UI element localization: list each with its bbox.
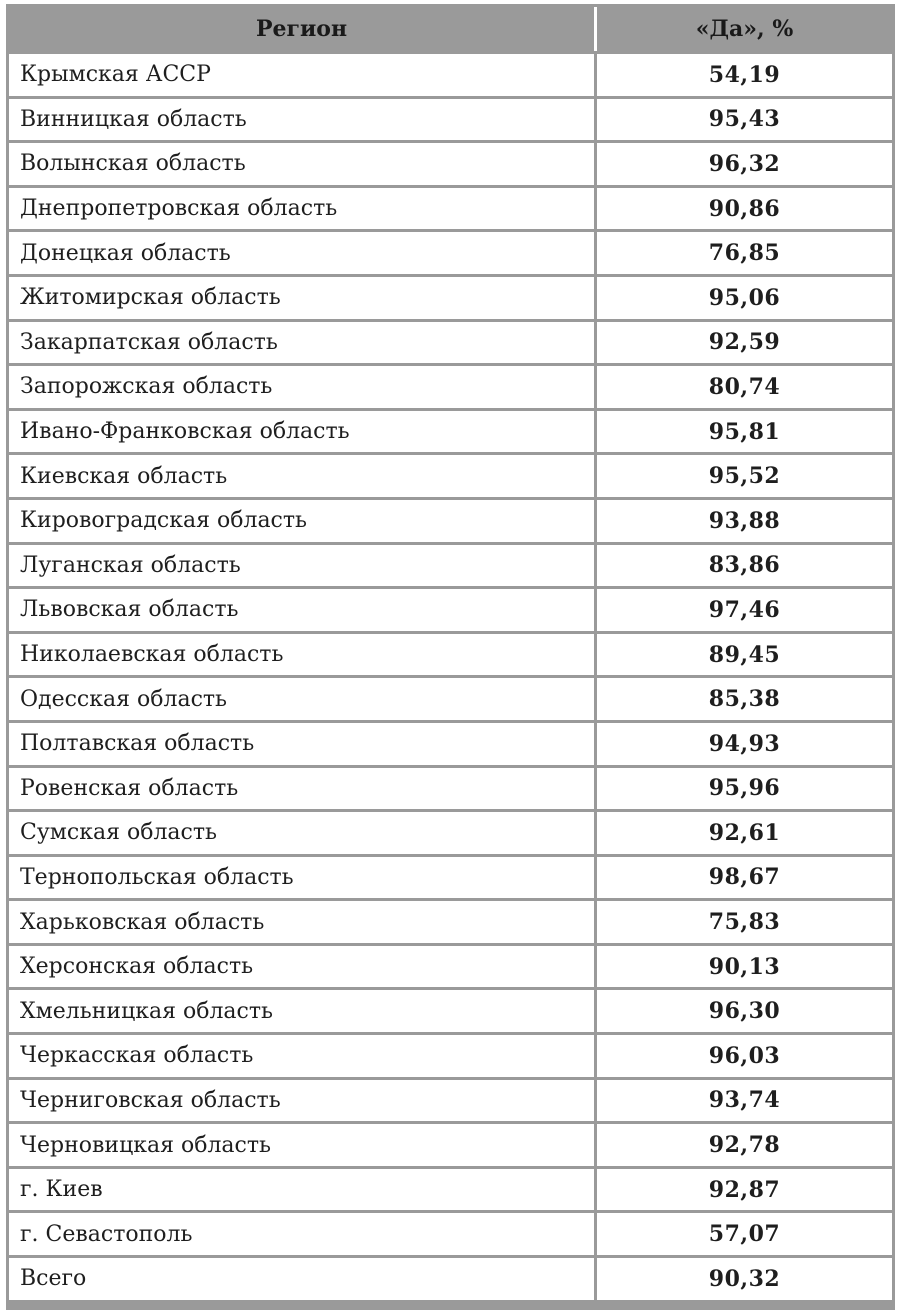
region-cell: Николаевская область xyxy=(9,634,594,676)
percent-cell: 93,88 xyxy=(597,500,892,542)
table-row xyxy=(9,901,892,943)
region-cell: Всего xyxy=(9,1258,594,1300)
region-cell: Харьковская область xyxy=(9,901,594,943)
table-row xyxy=(9,232,892,274)
percent-cell: 90,32 xyxy=(597,1258,892,1300)
percent-cell: 98,67 xyxy=(597,857,892,899)
percent-cell: 75,83 xyxy=(597,901,892,943)
region-cell: Луганская область xyxy=(9,545,594,587)
region-cell: Ивано-Франковская область xyxy=(9,411,594,453)
percent-cell: 93,74 xyxy=(597,1080,892,1122)
region-cell: Крымская АССР xyxy=(9,54,594,96)
referendum-results-table xyxy=(6,4,895,1310)
region-cell: Тернопольская область xyxy=(9,857,594,899)
table-row xyxy=(9,589,892,631)
percent-cell: 54,19 xyxy=(597,54,892,96)
region-cell: Донецкая область xyxy=(9,232,594,274)
percent-cell: 90,13 xyxy=(597,946,892,988)
table-body xyxy=(9,51,892,1300)
table-row xyxy=(9,1213,892,1255)
header-region: Регион xyxy=(9,7,597,51)
table-row xyxy=(9,1258,892,1300)
percent-cell: 95,81 xyxy=(597,411,892,453)
percent-cell: 95,06 xyxy=(597,277,892,319)
region-cell: Киевская область xyxy=(9,455,594,497)
region-cell: Житомирская область xyxy=(9,277,594,319)
percent-cell: 95,43 xyxy=(597,99,892,141)
region-cell: Черновицкая область xyxy=(9,1124,594,1166)
table-row xyxy=(9,143,892,185)
region-cell: Закарпатская область xyxy=(9,322,594,364)
percent-cell: 95,52 xyxy=(597,455,892,497)
table-row xyxy=(9,678,892,720)
percent-cell: 92,61 xyxy=(597,812,892,854)
percent-cell: 96,32 xyxy=(597,143,892,185)
percent-cell: 80,74 xyxy=(597,366,892,408)
table-row xyxy=(9,768,892,810)
percent-cell: 97,46 xyxy=(597,589,892,631)
percent-cell: 83,86 xyxy=(597,545,892,587)
table-row xyxy=(9,1169,892,1211)
table-row xyxy=(9,99,892,141)
region-cell: Львовская область xyxy=(9,589,594,631)
table-row xyxy=(9,366,892,408)
table-row xyxy=(9,54,892,96)
percent-cell: 90,86 xyxy=(597,188,892,230)
region-cell: г. Севастополь xyxy=(9,1213,594,1255)
table-row xyxy=(9,322,892,364)
region-cell: Волынская область xyxy=(9,143,594,185)
percent-cell: 92,59 xyxy=(597,322,892,364)
region-cell: Ровенская область xyxy=(9,768,594,810)
percent-cell: 85,38 xyxy=(597,678,892,720)
table-row xyxy=(9,411,892,453)
table-row xyxy=(9,277,892,319)
table-row xyxy=(9,455,892,497)
table-row xyxy=(9,946,892,988)
table-row xyxy=(9,1080,892,1122)
percent-cell: 96,03 xyxy=(597,1035,892,1077)
region-cell: Полтавская область xyxy=(9,723,594,765)
region-cell: Винницкая область xyxy=(9,99,594,141)
region-cell: Сумская область xyxy=(9,812,594,854)
table-row xyxy=(9,990,892,1032)
region-cell: Одесская область xyxy=(9,678,594,720)
header-percent: «Да», % xyxy=(695,16,794,42)
region-cell: Херсонская область xyxy=(9,946,594,988)
region-cell: Черниговская область xyxy=(9,1080,594,1122)
percent-cell: 95,96 xyxy=(597,768,892,810)
percent-cell: 57,07 xyxy=(597,1213,892,1255)
percent-cell: 89,45 xyxy=(597,634,892,676)
table-row xyxy=(9,723,892,765)
region-cell: Кировоградская область xyxy=(9,500,594,542)
percent-cell: 94,93 xyxy=(597,723,892,765)
table-header xyxy=(9,7,892,51)
region-cell: Хмельницкая область xyxy=(9,990,594,1032)
table-row xyxy=(9,857,892,899)
percent-cell: 76,85 xyxy=(597,232,892,274)
table-row xyxy=(9,545,892,587)
region-cell: Запорожская область xyxy=(9,366,594,408)
table-row xyxy=(9,500,892,542)
table-row xyxy=(9,634,892,676)
region-cell: г. Киев xyxy=(9,1169,594,1211)
percent-cell: 92,78 xyxy=(597,1124,892,1166)
table-row xyxy=(9,188,892,230)
region-cell: Черкасская область xyxy=(9,1035,594,1077)
percent-cell: 92,87 xyxy=(597,1169,892,1211)
percent-cell: 96,30 xyxy=(597,990,892,1032)
table-row xyxy=(9,1035,892,1077)
region-cell: Днепропетровская область xyxy=(9,188,594,230)
table-row xyxy=(9,812,892,854)
table-row xyxy=(9,1124,892,1166)
